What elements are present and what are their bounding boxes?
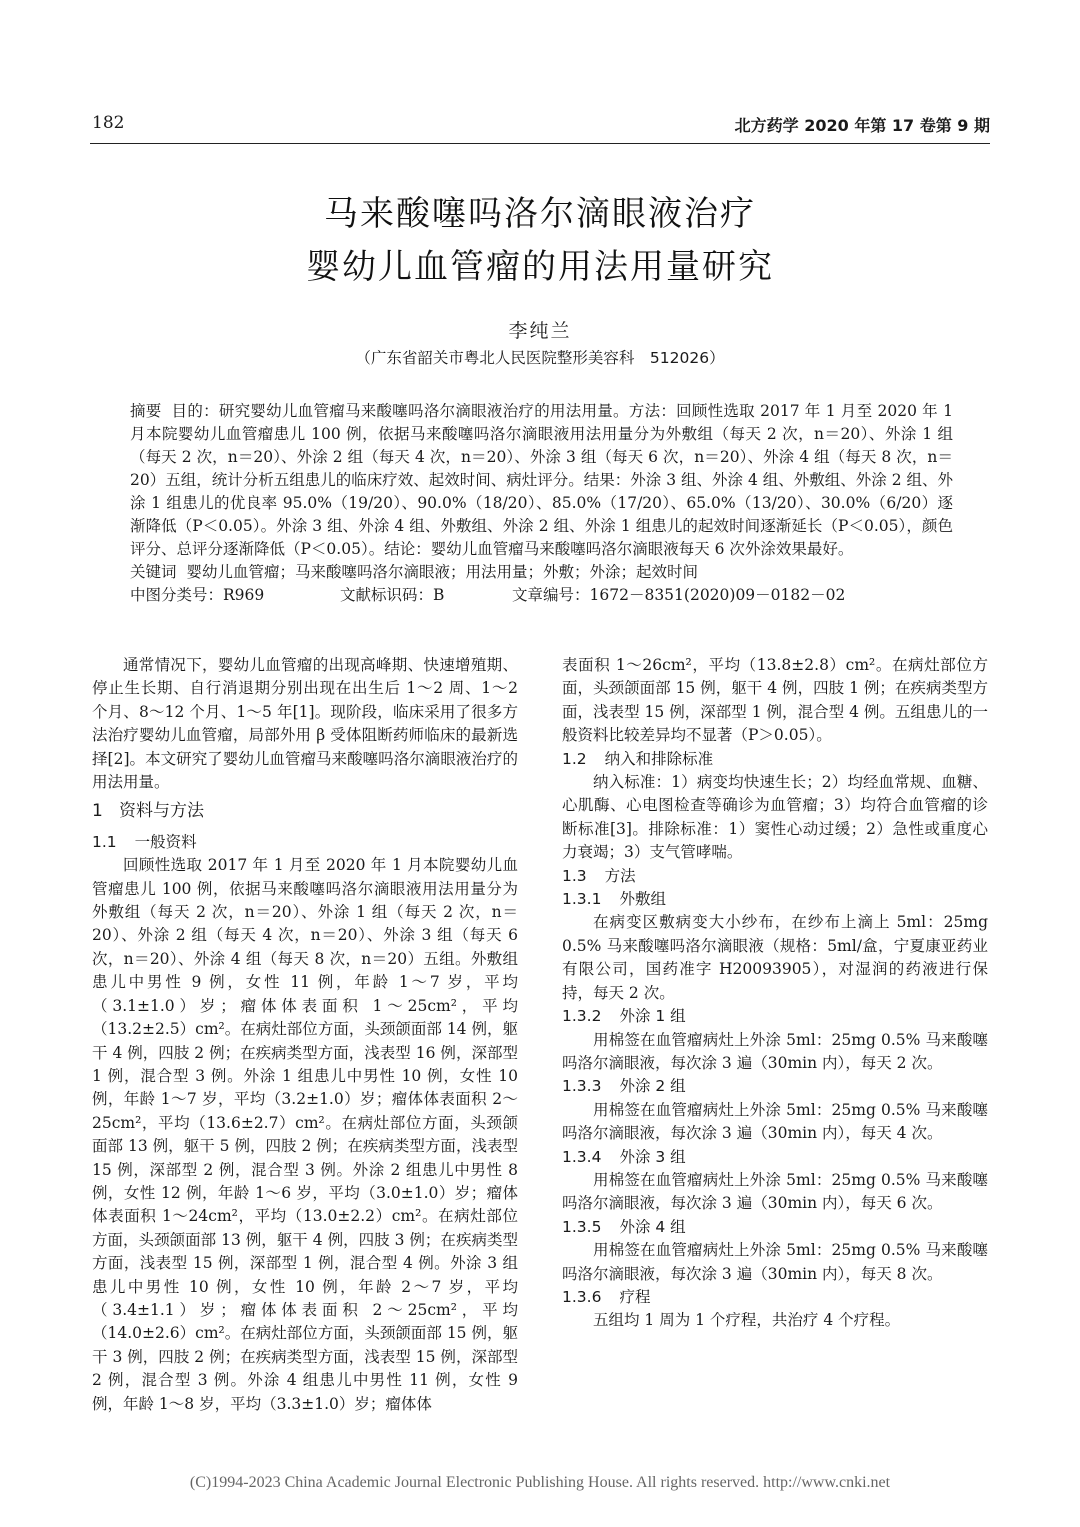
section-1-3-3-number: 1.3.3 (562, 1077, 602, 1096)
section-1-1-title: 一般资料 (134, 832, 197, 851)
clc-label: 中图分类号： (130, 586, 224, 604)
doc-code-value: B (433, 586, 445, 604)
article-title (0, 188, 1080, 294)
copyright-footer: (C)1994-2023 China Academic Journal Electronic Publishing House. All rights reserved. http://www.cnki.net (189, 1474, 891, 1491)
section-1-1-heading (92, 831, 518, 854)
section-1-3-6-heading (562, 1286, 988, 1309)
section-1-3-heading (562, 865, 988, 888)
section-1-title: 资料与方法 (119, 801, 205, 822)
section-1-3-3-paragraph: 用棉签在血管瘤病灶上外涂 5ml：25mg 0.5% 马来酸噻吗洛尔滴眼液，每次涂 3 遍（30min 内），每天 4 次。 (562, 1100, 988, 1143)
article-id-label: 文章编号： (512, 586, 590, 604)
keywords (130, 561, 953, 584)
section-1-3-5-title: 外涂 4 组 (619, 1217, 686, 1236)
clc-value: R969 (223, 586, 265, 604)
classification-line (130, 584, 953, 607)
section-1-2-heading (562, 748, 988, 771)
intro-paragraph: 通常情况下，婴幼儿血管瘤的出现高峰期、快速增殖期、停止生长期、自行消退期分别出现在出生后 1～2 周、1～2 个月、8～12 个月、1～5 年[1]。现阶段，临床采用了很多方法治疗婴幼儿血管瘤，局部外用 β 受体阻断药师临床的最新选择[2]。本文研究了婴幼儿血管瘤马来酸噻吗洛尔滴眼液治疗的用法用量。 (92, 656, 518, 792)
title-line-1: 马来酸噻吗洛尔滴眼液治疗 (324, 194, 756, 234)
section-1-2-number: 1.2 (562, 749, 587, 768)
affiliation: （广东省韶关市粤北人民医院整形美容科 512026） (355, 349, 725, 367)
section-1-3-5-heading (562, 1216, 988, 1239)
section-1-3-4-title: 外涂 3 组 (619, 1147, 686, 1166)
section-1-3-number: 1.3 (562, 866, 587, 885)
section-1-3-5-number: 1.3.5 (562, 1217, 602, 1236)
section-1-1-number: 1.1 (92, 832, 117, 851)
section-1-3-6-paragraph: 五组均 1 周为 1 个疗程，共治疗 4 个疗程。 (593, 1311, 901, 1330)
doc-code-label: 文献标识码： (340, 586, 434, 604)
article-id-value: 1672－8351(2020)09－0182－02 (589, 586, 846, 604)
section-1-3-1-heading (562, 888, 988, 911)
section-1-3-4-heading (562, 1146, 988, 1169)
section-1-2-title: 纳入和排除标准 (604, 749, 714, 768)
abstract-text: 目的：研究婴幼儿血管瘤马来酸噻吗洛尔滴眼液治疗的用法用量。方法：回顾性选取 2017 年 1 月至 2020 年 1 月本院婴幼儿血管瘤患儿 100 例，依据马来酸噻吗洛尔滴眼液用法用量分为外敷组（每天 2 次，n＝20）、外涂 1 组（每天 2 次，n＝20）、外涂 2 组（每天 4 次，n＝20）、外涂 3 组（每天 6 次，n＝20）、外涂 4 组（每天 8 次，n＝20）五组，统计分析五组患儿的临床疗效、起效时间、病灶评分。结果：外涂 3 组、外涂 4 组、外敷组、外涂 2 组、外涂 1 组患儿的优良率 95.0%（19/20）、90.0%（18/20）、85.0%（17/20）、65.0%（13/20）、30.0%（6/20）逐渐降低（P＜0.05）。外涂 3 组、外涂 4 组、外敷组、外涂 2 组、外涂 1 组患儿的起效时间逐渐延长（P＜0.05），颜色评分、总评分逐渐降低（P＜0.05）。结论：婴幼儿血管瘤马来酸噻吗洛尔滴眼液每天 6 次外涂效果最好。 (130, 402, 953, 558)
section-1-3-1-paragraph: 在病变区敷病变大小纱布，在纱布上滴上 5ml：25mg 0.5% 马来酸噻吗洛尔滴眼液（规格：5ml/盒，宁夏康亚药业有限公司，国药准字 H20093905），对湿润的药液进行保持，每天 2 次。 (562, 913, 988, 1002)
section-1-3-2-paragraph: 用棉签在血管瘤病灶上外涂 5ml：25mg 0.5% 马来酸噻吗洛尔滴眼液，每次涂 3 遍（30min 内），每天 2 次。 (562, 1030, 988, 1072)
section-1-1-paragraph: 回顾性选取 2017 年 1 月至 2020 年 1 月本院婴幼儿血管瘤患儿 100 例，依据马来酸噻吗洛尔滴眼液用法用量分为外敷组（每天 2 次，n＝20）、外涂 1 组（每天 2 次，n＝20）、外涂 2 组（每天 4 次，n＝20）、外涂 3 组（每天 6 次，n＝20）、外涂 4 组（每天 8 次，n＝20）五组。外敷组患儿中男性 9 例，女性 11 例，年龄 1～7 岁，平均（3.1±1.0）岁；瘤体体表面积 1～25cm²，平均（13.2±2.5）cm²。在病灶部位方面，头颈颌面部 14 例，躯干 4 例，四肢 2 例；在疾病类型方面，浅表型 16 例，深部型 1 例，混合型 3 例。外涂 1 组患儿中男性 10 例，女性 10 例，年龄 1～7 岁，平均（3.2±1.0）岁；瘤体体表面积 2～25cm²，平均（13.6±2.7）cm²。在病灶部位方面，头颈颌面部 13 例，躯干 5 例，四肢 2 例；在疾病类型方面，浅表型 15 例，深部型 2 例，混合型 3 例。外涂 2 组患儿中男性 8 例，女性 12 例，年龄 1～6 岁，平均（3.0±1.0）岁；瘤体体表面积 1～24cm²，平均（13.0±2.2）cm²。在病灶部位方面，头颈颌面部 13 例，躯干 4 例，四肢 3 例；在疾病类型方面，浅表型 15 例，深部型 1 例，混合型 4 例。外涂 3 组患儿中男性 10 例，女性 10 例，年龄 2～7 岁，平均（3.4±1.1）岁；瘤体体表面积 2～25cm²，平均（14.0±2.6）cm²。在病灶部位方面，头颈颌面部 15 例，躯干 3 例，四肢 2 例；在疾病类型方面，浅表型 15 例，深部型 2 例，混合型 3 例。外涂 4 组患儿中男性 11 例，女性 9 例，年龄 1～8 岁，平均（3.3±1.0）岁；瘤体体 (92, 856, 518, 1413)
journal-info: 北方药学 2020 年第 17 卷第 9 期 (734, 116, 990, 135)
section-1-3-2-number: 1.3.2 (562, 1007, 602, 1026)
section-1-heading (92, 800, 518, 823)
left-column (92, 654, 518, 1416)
abstract-label: 摘要 (130, 402, 162, 420)
section-1-3-4-number: 1.3.4 (562, 1147, 602, 1166)
page-number: 182 (92, 113, 125, 133)
section-1-2-paragraph: 纳入标准：1）病变均快速生长；2）均经血常规、血糖、心肌酶、心电图检查等确诊为血管瘤；3）均符合血管瘤的诊断标准[3]。排除标准：1）窦性心动过缓；2）急性或重度心力衰竭；3）支气管哮喘。 (562, 773, 988, 862)
section-1-3-6-number: 1.3.6 (562, 1287, 602, 1306)
author: 李纯兰 (508, 320, 572, 342)
abstract (130, 400, 953, 561)
abstract-block (130, 400, 953, 607)
section-1-3-2-heading (562, 1005, 988, 1028)
section-1-number: 1 (92, 801, 103, 822)
section-1-3-3-heading (562, 1075, 988, 1098)
header-divider (90, 143, 990, 144)
section-1-3-3-title: 外涂 2 组 (619, 1077, 686, 1096)
continued-paragraph: 表面积 1～26cm²，平均（13.8±2.8）cm²。在病灶部位方面，头颈颌面部 15 例，躯干 4 例，四肢 1 例；在疾病类型方面，浅表型 15 例，深部型 1 例，混合型 4 例。五组患儿的一般资料比较差异均不显著（P＞0.05）。 (562, 656, 988, 745)
section-1-3-title: 方法 (604, 866, 636, 885)
section-1-3-1-number: 1.3.1 (562, 890, 602, 909)
keywords-label: 关键词 (130, 563, 177, 581)
section-1-3-6-title: 疗程 (619, 1287, 651, 1306)
section-1-3-4-paragraph: 用棉签在血管瘤病灶上外涂 5ml：25mg 0.5% 马来酸噻吗洛尔滴眼液，每次涂 3 遍（30min 内），每天 6 次。 (562, 1170, 988, 1213)
keywords-text: 婴幼儿血管瘤；马来酸噻吗洛尔滴眼液；用法用量；外敷；外涂；起效时间 (186, 563, 699, 581)
right-column (562, 654, 988, 1333)
section-1-3-2-title: 外涂 1 组 (619, 1007, 686, 1026)
title-line-2: 婴幼儿血管瘤的用法用量研究 (306, 247, 774, 287)
section-1-3-1-title: 外敷组 (619, 890, 666, 909)
section-1-3-5-paragraph: 用棉签在血管瘤病灶上外涂 5ml：25mg 0.5% 马来酸噻吗洛尔滴眼液，每次涂 3 遍（30min 内），每天 8 次。 (562, 1241, 988, 1283)
